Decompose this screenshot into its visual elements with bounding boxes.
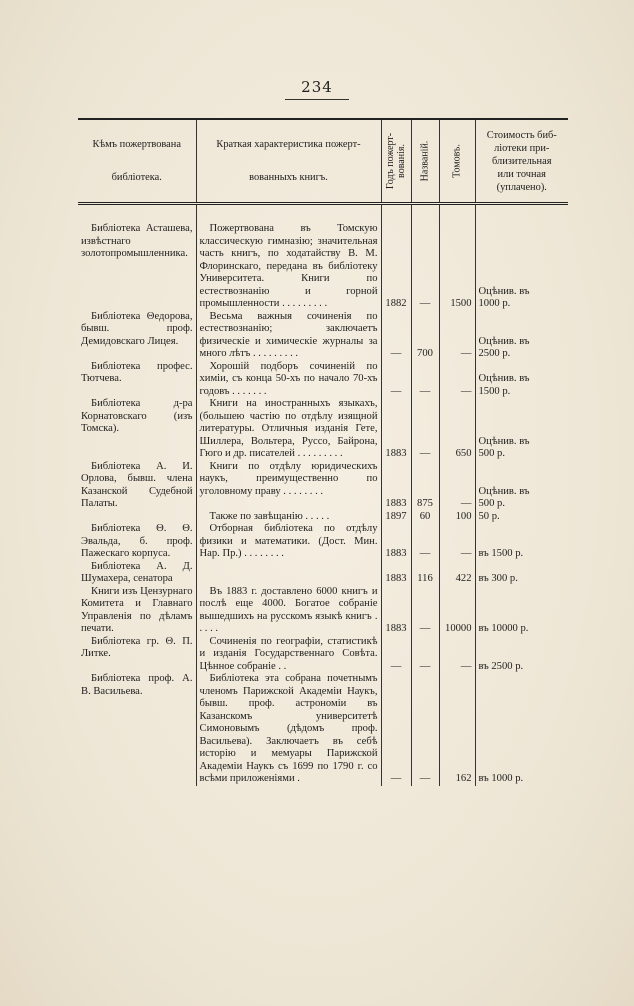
row-volumes: 100	[439, 511, 475, 524]
row-library: Библіотека гр. Θ. П. Литке.	[81, 635, 193, 659]
row-library: Библіотека Θ. Θ. Эвальда, б. проф. Пажескаго корпуса.	[81, 523, 193, 559]
row-volumes: 650	[439, 398, 475, 461]
row-year: 1883	[381, 561, 411, 586]
row-library: Библіотека проф. А. В. Васильева.	[81, 673, 193, 697]
row-volumes: 10000	[439, 586, 475, 636]
row-description: Библіотека эта собрана почетнымъ членомъ Парижской Академіи Наукъ, бывш. проф. астрономіи въ Казанскомъ университетѣ Симоновымъ (дѣдомъ проф. Васильева). Заключаетъ въ себѣ исторію и мемуары Парижской Академіи Наукъ съ 1699 по 1790 г. со всѣми приложеніями .	[196, 673, 381, 786]
header-description-line1: Краткая характеристика пожерт-	[216, 139, 361, 150]
row-year: 1883	[381, 398, 411, 461]
table-spacer-row	[78, 204, 568, 224]
row-year: —	[381, 636, 411, 674]
row-year: —	[381, 361, 411, 399]
row-titles: 875	[411, 461, 439, 511]
row-description: Книги по отдѣлу юридическихъ наукъ, преимущественно по уголовному праву . . . . . . . .	[196, 461, 381, 511]
header-titles-label: Названій.	[419, 140, 431, 182]
table-row	[78, 673, 568, 786]
header-volumes-label: Томовъ.	[451, 144, 463, 178]
row-titles: 116	[411, 561, 439, 586]
table-row	[78, 398, 568, 461]
row-library: Библіотека профес. Тютчева.	[81, 360, 193, 384]
row-library: Книги изъ Цензурнаго Комитета и Главнаго Управленія по дѣламъ печати.	[81, 585, 193, 634]
row-volumes: —	[439, 523, 475, 561]
header-titles	[411, 119, 439, 204]
row-cost: въ 1000 р.	[475, 673, 568, 786]
row-description: Весьма важныя сочиненія по естествознанію; заключаетъ физическіе и химическіе журналы за много лѣтъ . . . . . . . . .	[196, 311, 381, 361]
row-volumes: —	[439, 361, 475, 399]
row-description: Книги на иностранныхъ языкахъ, (большею частію по отдѣлу изящной литературы. Отличныя изданія Гете, Шиллера, Вольтера, Руссо, Байрона, Гюго и др. писателей . . . . . . . . .	[196, 398, 381, 461]
row-cost: Оцѣнив. въ 1500 р.	[475, 361, 568, 399]
row-titles: —	[411, 636, 439, 674]
row-titles: —	[411, 361, 439, 399]
header-description-line2: вованныхъ книгъ.	[249, 172, 328, 183]
table-row	[78, 361, 568, 399]
row-cost: Оцѣнив. въ 2500 р.	[475, 311, 568, 361]
header-volumes	[439, 119, 475, 204]
row-cost: въ 10000 р.	[475, 586, 568, 636]
row-library: Библіотека А. Д. Шумахера, сенатора	[81, 560, 193, 584]
page-number-rule	[285, 99, 349, 100]
row-volumes: —	[439, 636, 475, 674]
row-cost: въ 1500 р.	[475, 523, 568, 561]
row-library: Библіотека Асташева, извѣстнаго золотопромышленника.	[81, 223, 193, 259]
row-cost: въ 300 р.	[475, 561, 568, 586]
row-titles: 60	[411, 511, 439, 524]
header-library-line2: библіотека.	[111, 172, 162, 183]
table-row	[78, 223, 568, 311]
row-description: Также по завѣщанію . . . . .	[196, 511, 381, 524]
table-row	[78, 636, 568, 674]
header-cost: Стоимость биб- ліотеки при- близительная или точная (уплачено).	[475, 119, 568, 204]
row-volumes: 1500	[439, 223, 475, 311]
table-row	[78, 311, 568, 361]
row-volumes: 422	[439, 561, 475, 586]
header-year-label: Годъ пожерт- вованія.	[385, 132, 407, 190]
row-cost: Оцѣнив. въ 500 р.	[475, 398, 568, 461]
row-titles: —	[411, 223, 439, 311]
row-description	[196, 561, 381, 586]
row-titles: —	[411, 586, 439, 636]
header-library-line1: Кѣмъ пожертвована	[92, 139, 181, 150]
row-volumes: —	[439, 311, 475, 361]
page-number: 234	[301, 78, 333, 96]
row-description: Хорошій подборъ сочиненій по химіи, съ конца 50-хъ по начало 70-хъ годовъ . . . . . . .	[196, 361, 381, 399]
row-library: Библіотека д-ра Корнатовскаго (изъ Томска).	[81, 398, 193, 434]
row-description: Отборная библіотека по отдѣлу физики и математики. (Дост. Мин. Нар. Пр.) . . . . . . . .	[196, 523, 381, 561]
row-library: Библіотека А. И. Орлова, бывш. члена Казанской Судебной Палаты.	[81, 460, 193, 509]
row-description: Пожертвована въ Томскую классическую гимназію; значительная часть книгъ, по ходатайству В. М. Флоринскаго, передана въ библіотеку Университета. Книги по естествознанію и горной промышленности . . . . . . . . .	[196, 223, 381, 311]
row-titles: —	[411, 398, 439, 461]
row-year: 1883	[381, 461, 411, 511]
row-library: Библіотека Θедорова, бывш. проф. Демидовскаго Лицея.	[81, 310, 193, 347]
table-header-row	[78, 119, 568, 204]
row-year: 1897	[381, 511, 411, 524]
row-description: Сочиненія по географіи, статистикѣ и изданія Государственнаго Совѣта. Цѣнное собраніе . .	[196, 636, 381, 674]
row-description: Въ 1883 г. доставлено 6000 книгъ и послѣ еще 4000. Богатое собраніе вышедшихъ на русскомъ языкѣ книгъ . . . . .	[196, 586, 381, 636]
row-year: —	[381, 311, 411, 361]
row-volumes: 162	[439, 673, 475, 786]
row-year: 1883	[381, 523, 411, 561]
row-year: —	[381, 673, 411, 786]
header-library	[78, 119, 196, 204]
table-row	[78, 461, 568, 511]
row-year: 1882	[381, 223, 411, 311]
row-titles: 700	[411, 311, 439, 361]
row-volumes: —	[439, 461, 475, 511]
row-cost: Оцѣнив. въ 1000 р.	[475, 223, 568, 311]
row-titles: —	[411, 523, 439, 561]
header-description	[196, 119, 381, 204]
row-cost: Оцѣнив. въ 500 р.	[475, 461, 568, 511]
table-row	[78, 586, 568, 636]
row-year: 1883	[381, 586, 411, 636]
row-library	[78, 511, 196, 524]
header-year	[381, 119, 411, 204]
donations-table	[78, 118, 568, 786]
table-row	[78, 523, 568, 561]
table-row	[78, 511, 568, 524]
table-row	[78, 561, 568, 586]
row-cost: въ 2500 р.	[475, 636, 568, 674]
row-titles: —	[411, 673, 439, 786]
row-cost: 50 р.	[475, 511, 568, 524]
